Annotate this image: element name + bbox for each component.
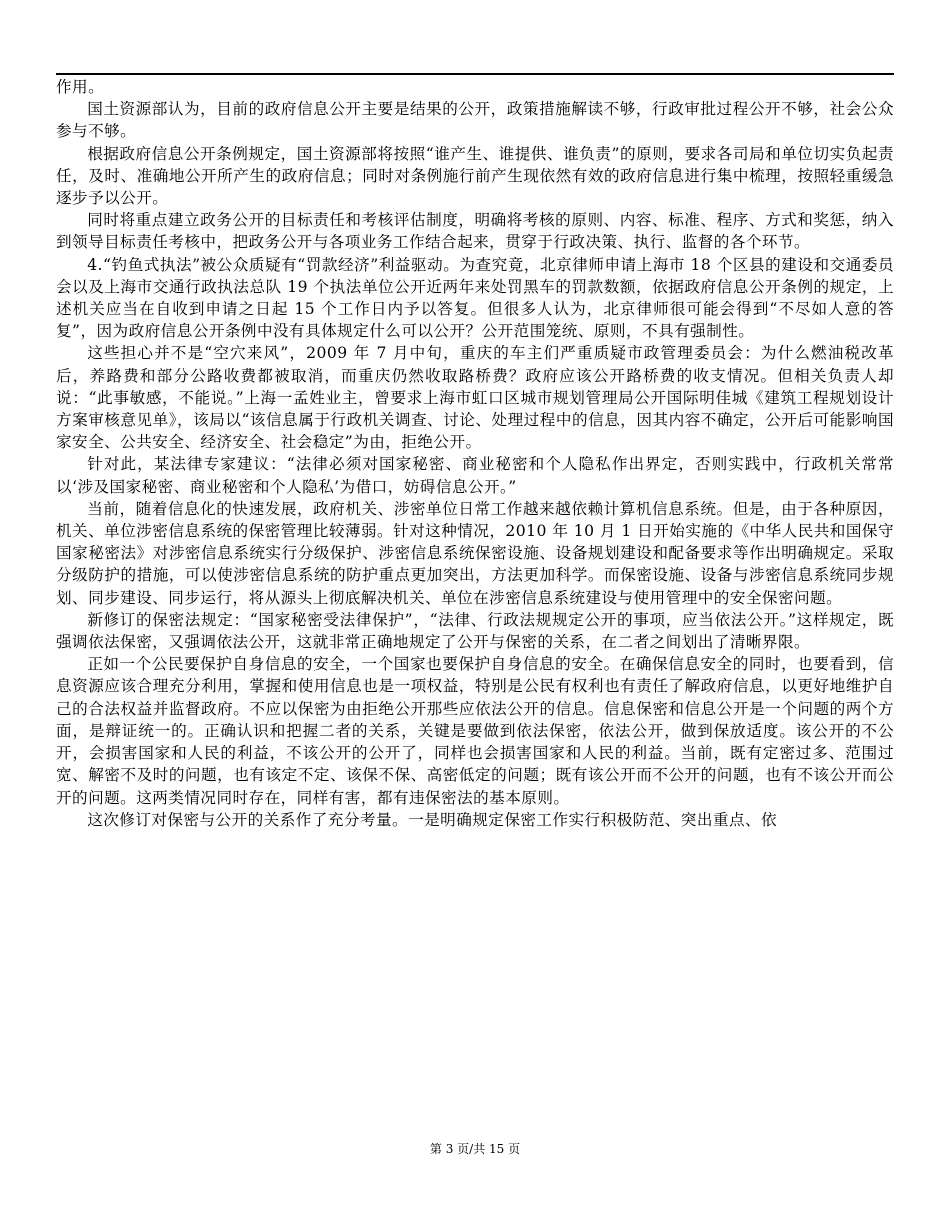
paragraph-continuation: 作用。 <box>56 78 105 96</box>
paragraph: 4.“钓鱼式执法”被公众质疑有“罚款经济”利益驱动。为查究竟，北京律师申请上海市 18 个区县的建设和交通委员会以及上海市交通行政执法总队 19 个执法单位公开近两年来处罚黑车的罚款数额，依据政府信息公开条例的规定，上述机关应当在自收到申请之日起 15 个工作日内予以答复。但很多人认为，北京律师很可能会得到“不尽如人意的答复”，因为政府信息公开条例中没有具体规定什么可以公开？公开范围笼统、原则，不具有强制性。 <box>56 255 894 341</box>
header-rule <box>56 73 894 75</box>
paragraph: 根据政府信息公开条例规定，国土资源部将按照“谁产生、谁提供、谁负责”的原则，要求各司局和单位切实负起责任，及时、准确地公开所产生的政府信息；同时对条例施行前产生现依然有效的政府信息进行集中梳理，按照轻重缓急逐步予以公开。 <box>56 144 894 208</box>
page-footer: 第 3 页/共 15 页 <box>429 1142 521 1156</box>
paragraph: 国土资源部认为，目前的政府信息公开主要是结果的公开，政策措施解读不够，行政审批过程公开不够，社会公众参与不够。 <box>56 100 894 141</box>
paragraph: 同时将重点建立政务公开的目标责任和考核评估制度，明确将考核的原则、内容、标准、程序、方式和奖惩，纳入到领导目标责任考核中，把政务公开与各项业务工作结合起来，贯穿于行政决策、执行、监督的各个环节。 <box>56 211 894 252</box>
paragraph: 新修订的保密法规定：“国家秘密受法律保护”，“法律、行政法规规定公开的事项，应当依法公开。”这样规定，既强调依法保密，又强调依法公开，这就非常正确地规定了公开与保密的关系，在二者之间划出了清晰界限。 <box>56 610 894 652</box>
paragraph: 这些担心并不是“空穴来风”，2009 年 7 月中旬，重庆的车主们严重质疑市政管理委员会：为什么燃油税改革后，养路费和部分公路收费都被取消，而重庆仍然收取路桥费？政府应该公开路桥费的收支情况。但相关负责人却说：“此事敏感，不能说。”上海一孟姓业主，曾要求上海市虹口区城市规划管理局公开国际明佳城《建筑工程规划设计方案审核意见单》，该局以“该信息属于行政机关调查、讨论、处理过程中的信息，因其内容不确定，公开后可能影响国家安全、公共安全、经济安全、社会稳定”为由，拒绝公开。 <box>56 344 894 452</box>
paragraph: 这次修订对保密与公开的关系作了充分考量。一是明确规定保密工作实行积极防范、突出重点、依 <box>87 810 778 829</box>
body-text <box>56 76 894 831</box>
paragraph: 针对此，某法律专家建议：“法律必须对国家秘密、商业秘密和个人隐私作出界定，否则实践中，行政机关常常以‘涉及国家秘密、商业秘密和个人隐私’为借口，妨碍信息公开。” <box>56 455 894 496</box>
paragraph: 正如一个公民要保护自身信息的安全，一个国家也要保护自身信息的安全。在确保信息安全的同时，也要看到，信息资源应该合理充分利用，掌握和使用信息也是一项权益，特别是公民有权利也有责任了解政府信息，以更好地维护自己的合法权益并监督政府。不应以保密为由拒绝公开那些应依法公开的信息。信息保密和信息公开是一个问题的两个方面，是辩证统一的。正确认识和把握二者的关系，关键是要做到依法保密，依法公开，做到保放适度。该公开的不公开，会损害国家和人民的利益，不该公开的公开了，同样也会损害国家和人民的利益。当前，既有定密过多、范围过宽、解密不及时的问题，也有该定不定、该保不保、高密低定的问题；既有该公开而不公开的问题，也有不该公开而公开的问题。这两类情况同时存在，同样有害，都有违保密法的基本原则。 <box>56 655 894 807</box>
paragraph: 当前，随着信息化的快速发展，政府机关、涉密单位日常工作越来越依赖计算机信息系统。但是，由于各种原因，机关、单位涉密信息系统的保密管理比较薄弱。针对这种情况，2010 年 10 月 1 日开始实施的《中华人民共和国保守国家秘密法》对涉密信息系统实行分级保护、涉密信息系统保密设施、设备规划建设和配备要求等作出明确规定。采取分级防护的措施，可以使涉密信息系统的防护重点更加突出，方法更加科学。而保密设施、设备与涉密信息系统同步规划、同步建设、同步运行，将从源头上彻底解决机关、单位在涉密信息系统建设与使用管理中的安全保密问题。 <box>56 499 894 607</box>
